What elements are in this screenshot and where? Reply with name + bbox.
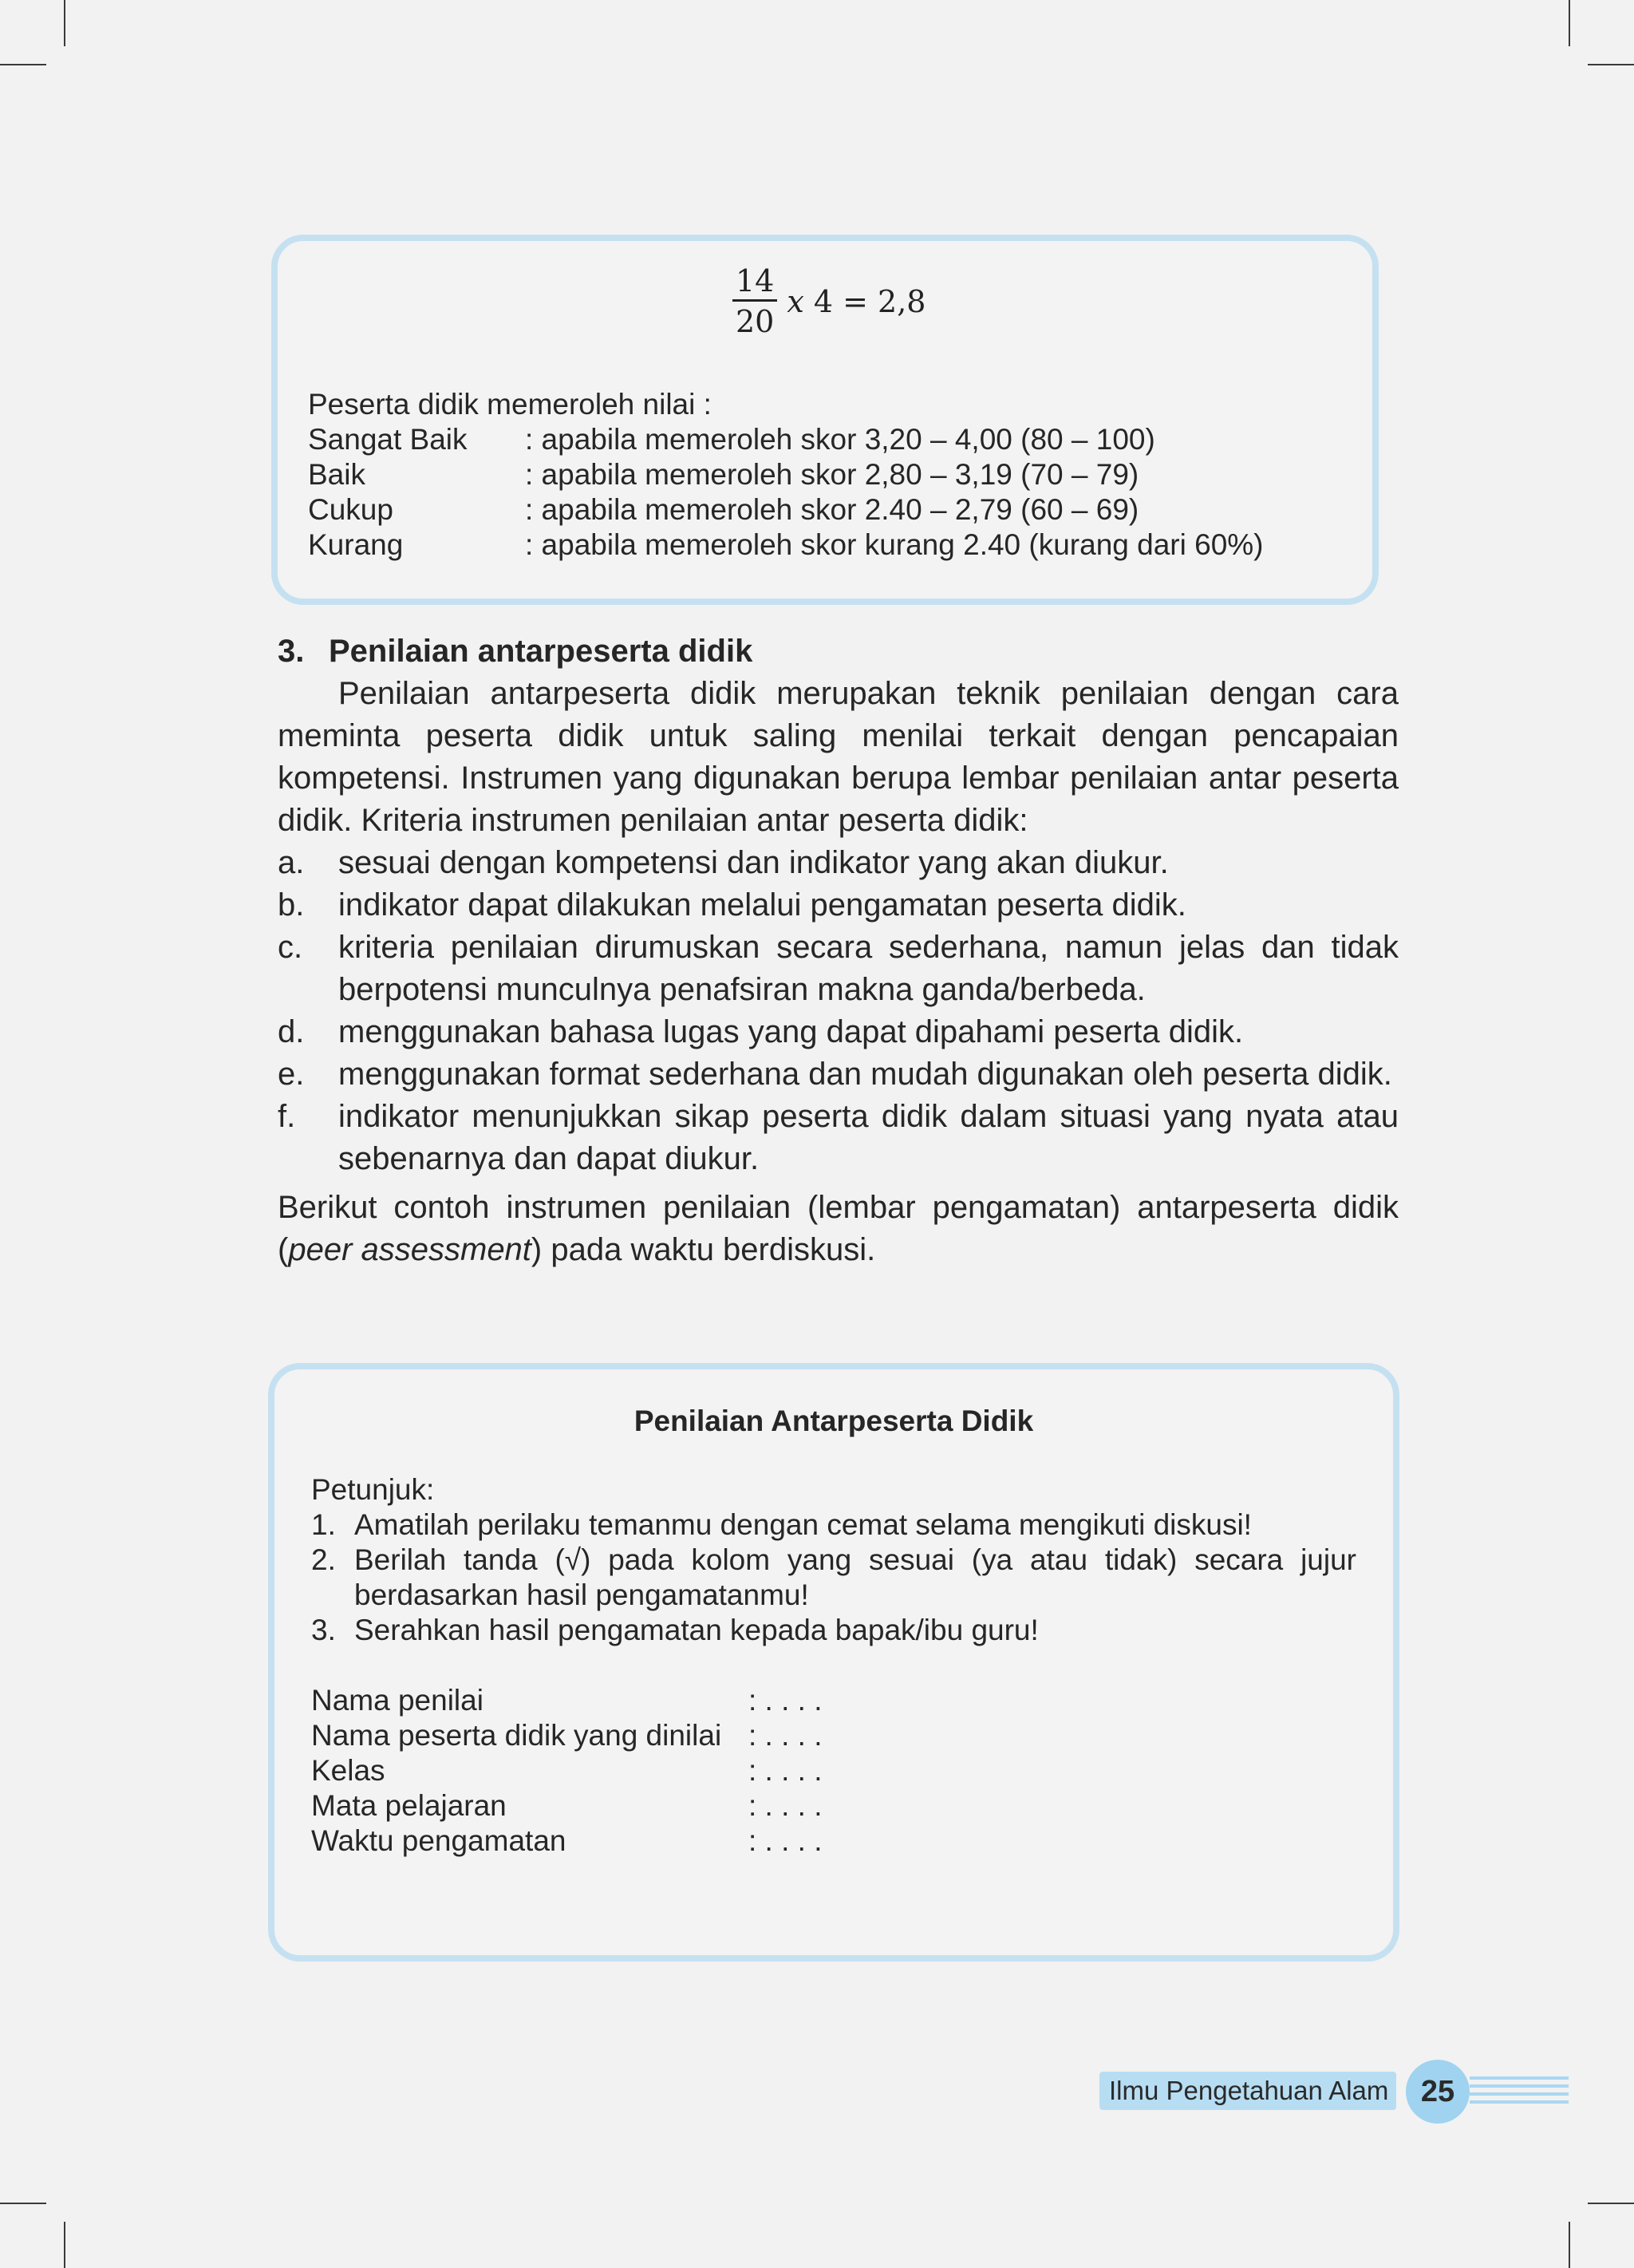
instruction-item — [311, 1613, 1356, 1648]
instructions-label: Petunjuk: — [311, 1473, 435, 1506]
field-label: Kelas — [311, 1754, 385, 1787]
criteria-marker: e. — [278, 1057, 305, 1092]
field-row — [311, 1788, 1356, 1823]
grade-label: Cukup — [308, 493, 393, 526]
field-row — [311, 1683, 1356, 1718]
grade-label: Sangat Baik — [308, 423, 468, 456]
grade-description: : apabila memeroleh skor 3,20 – 4,00 (80 – 100) — [525, 423, 1155, 456]
field-label: Nama peserta didik yang dinilai — [311, 1719, 722, 1752]
field-label: Nama penilai — [311, 1684, 483, 1717]
closing-italic: peer assessment — [288, 1232, 531, 1267]
crop-mark — [64, 0, 65, 46]
score-formula — [732, 263, 926, 339]
grading-intro: Peserta didik memeroleh nilai : — [308, 388, 712, 421]
criteria-marker: d. — [278, 1014, 305, 1049]
form-title: Penilaian Antarpeserta Didik — [633, 1405, 1034, 1437]
footer-stripe — [1470, 2076, 1569, 2080]
field-value[interactable]: : . . . . — [748, 1824, 823, 1857]
crop-mark — [0, 64, 46, 65]
fraction-numerator: 14 — [732, 266, 777, 302]
instruction-text: Berilah tanda (√) pada kolom yang sesuai (ya atau tidak) secara jujur berdasarkan hasil pengamatanmu! — [354, 1543, 1356, 1611]
criteria-item — [278, 1011, 1399, 1053]
grade-description: : apabila memeroleh skor 2,80 – 3,19 (70 – 79) — [525, 458, 1139, 491]
crop-mark — [1569, 0, 1570, 46]
criteria-marker: a. — [278, 845, 305, 880]
instruction-text: Serahkan hasil pengamatan kepada bapak/ibu guru! — [354, 1614, 1039, 1646]
field-label: Waktu pengamatan — [311, 1824, 566, 1857]
grade-description: : apabila memeroleh skor 2.40 – 2,79 (60 – 69) — [525, 493, 1139, 526]
closing-paragraph — [278, 1187, 1399, 1271]
grade-row — [308, 527, 1345, 563]
assessment-form — [311, 1404, 1356, 1859]
criteria-text: indikator dapat dilakukan melalui pengamatan peserta didik. — [338, 887, 1186, 923]
criteria-item — [278, 842, 1399, 884]
field-row — [311, 1823, 1356, 1859]
instruction-text: Amatilah perilaku temanmu dengan cemat selama mengikuti diskusi! — [354, 1508, 1252, 1541]
fraction-denominator: 20 — [736, 304, 775, 339]
grade-row — [308, 422, 1345, 457]
section-heading — [278, 630, 1399, 673]
footer-stripe — [1470, 2092, 1569, 2096]
grade-row — [308, 457, 1345, 492]
section-title: Penilaian antarpeserta didik — [329, 634, 753, 669]
page-number: 25 — [1406, 2060, 1470, 2124]
field-value[interactable]: : . . . . — [748, 1684, 823, 1717]
closing-text-end: ) pada waktu berdiskusi. — [531, 1232, 876, 1267]
grade-description: : apabila memeroleh skor kurang 2.40 (kurang dari 60%) — [525, 528, 1264, 561]
closing-text: Berikut contoh instrumen penilaian (lembar pengamatan) antarpeserta didik ( — [278, 1190, 1399, 1267]
criteria-marker: c. — [278, 930, 303, 965]
crop-mark — [1588, 64, 1634, 65]
instruction-marker: 1. — [311, 1508, 336, 1541]
instruction-item — [311, 1507, 1356, 1543]
grade-row — [308, 492, 1345, 527]
field-row — [311, 1753, 1356, 1788]
field-value[interactable]: : . . . . — [748, 1719, 823, 1752]
criteria-item — [278, 1096, 1399, 1180]
crop-mark — [1569, 2222, 1570, 2268]
formula-result: 4 = 2,8 — [803, 283, 926, 319]
criteria-text: menggunakan format sederhana dan mudah digunakan oleh peserta didik. — [338, 1057, 1392, 1092]
criteria-item — [278, 1053, 1399, 1096]
instruction-marker: 2. — [311, 1543, 336, 1576]
footer-subject: Ilmu Pengetahuan Alam — [1099, 2072, 1396, 2110]
formula-operator: x — [787, 283, 804, 319]
criteria-text: sesuai dengan kompetensi dan indikator yang akan diukur. — [338, 845, 1169, 880]
criteria-text: indikator menunjukkan sikap peserta didik dalam situasi yang nyata atau sebenarnya dan dapat diukur. — [338, 1099, 1399, 1176]
crop-mark — [64, 2222, 65, 2268]
section-3 — [278, 630, 1399, 1271]
criteria-marker: b. — [278, 887, 305, 923]
crop-mark — [1588, 2203, 1634, 2204]
fraction — [732, 263, 777, 339]
criteria-marker: f. — [278, 1099, 296, 1134]
field-row — [311, 1718, 1356, 1753]
section-number: 3. — [278, 634, 305, 669]
section-paragraph: Penilaian antarpeserta didik merupakan teknik penilaian dengan cara meminta peserta didik untuk saling menilai terkait dengan pencapaian kompetensi. Instrumen yang digunakan berupa lembar penilaian antar peserta didik. Kriteria instrumen penilaian antar peserta didik: — [278, 676, 1399, 838]
criteria-item — [278, 884, 1399, 927]
grade-label: Baik — [308, 458, 365, 491]
crop-mark — [0, 2203, 46, 2204]
field-value[interactable]: : . . . . — [748, 1754, 823, 1787]
footer-stripe — [1470, 2084, 1569, 2088]
formula-rest — [787, 284, 926, 319]
form-fields — [311, 1683, 1356, 1859]
field-label: Mata pelajaran — [311, 1789, 507, 1822]
instruction-item — [311, 1543, 1356, 1613]
footer-stripe — [1470, 2100, 1569, 2104]
instruction-marker: 3. — [311, 1614, 336, 1646]
criteria-item — [278, 927, 1399, 1011]
grade-label: Kurang — [308, 528, 404, 561]
criteria-text: kriteria penilaian dirumuskan secara sederhana, namun jelas dan tidak berpotensi munculnya penafsiran makna ganda/berbeda. — [338, 930, 1399, 1007]
criteria-text: menggunakan bahasa lugas yang dapat dipahami peserta didik. — [338, 1014, 1244, 1049]
grading-list — [308, 387, 1345, 563]
field-value[interactable]: : . . . . — [748, 1789, 823, 1822]
